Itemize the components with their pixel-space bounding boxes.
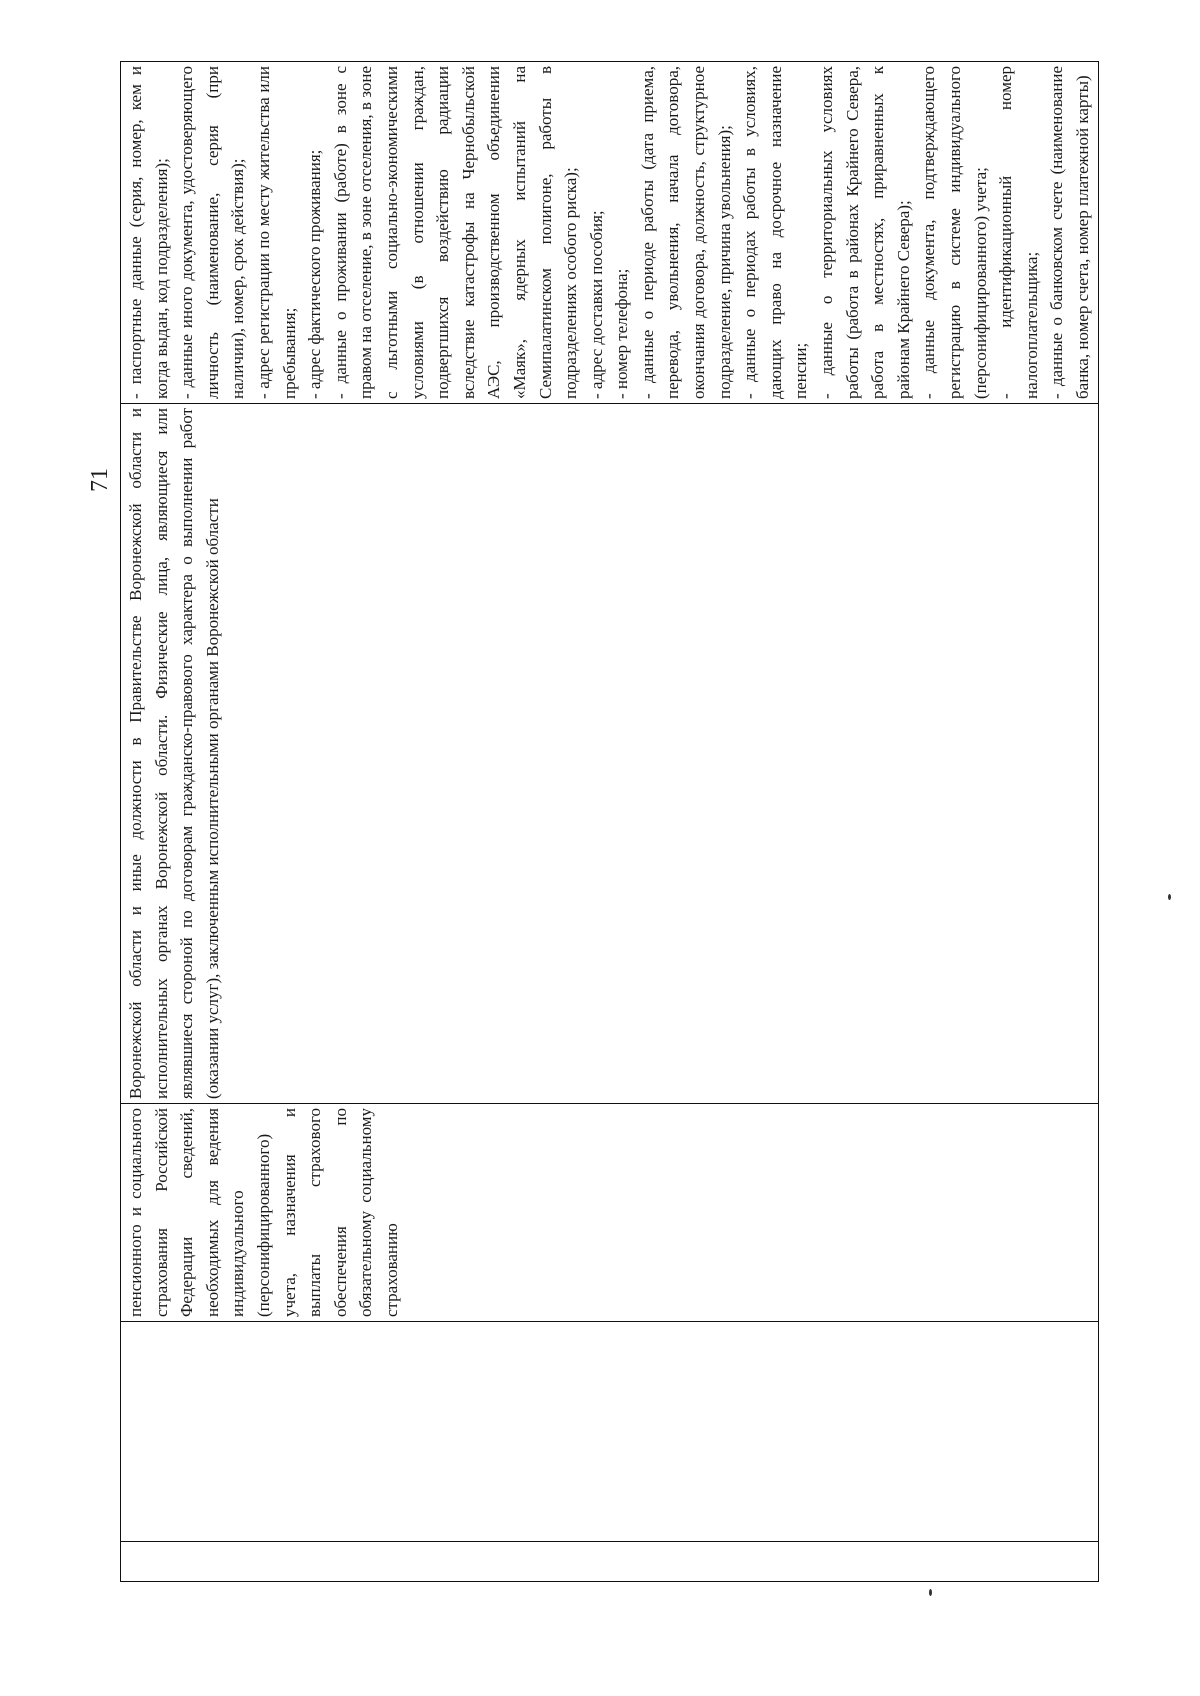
rotated-table-sheet	[120, 62, 1092, 1582]
scan-artifact-dot	[1168, 894, 1171, 900]
personal-data-list-cell	[121, 62, 1099, 404]
personal-data-table	[120, 61, 1099, 1582]
list-item: - данные документа, подтверждающего регистрацию в системе индивидуального (персонифицированного) учета;	[919, 66, 990, 399]
scan-artifact-dot	[929, 1589, 932, 1596]
list-item: - данные о банковском счете (наименование банка, номер счета, номер платежной карты)	[1047, 66, 1092, 399]
list-item: - данные о проживании (работе) в зоне с правом на отселение, в зоне отселения, в зоне с льготными социально-экономическими условиями (в отношении граждан, подвергшихся воздействию радиации вследствие катастрофы на Чернобыльской АЭС, производственном объединении «Маяк», ядерных испытаний на Семипалатинском полигоне, работы в подразделениях особого риска);	[330, 66, 581, 399]
table-cell-empty	[121, 1542, 1099, 1582]
list-item: - идентификационный номер налогоплательщика;	[996, 66, 1041, 399]
list-item: - данные иного документа, удостоверяющего личность (наименование, серия (при наличии), номер, срок действия);	[177, 66, 248, 399]
list-item: - данные о территориальных условиях работы (работа в районах Крайнего Севера, работа в местностях, приравненных к районам Крайнего Севера);	[817, 66, 913, 399]
table-row	[121, 62, 1099, 1582]
data-subjects-cell: Воронежской области и иные должности в Правительстве Воронежской области и исполнительных органах Воронежской области. Физические лица, являющиеся или являвшиеся стороной по договорам гражданско-правового характера о выполнении работ (оказании услуг), заключенным исполнительными органами Воронежской области	[121, 404, 1099, 1104]
list-item: - адрес регистрации по месту жительства или пребывания;	[253, 66, 299, 399]
list-item: - данные о периоде работы (дата приема, перевода, увольнения, начала договора, окончания договора, должность, структурное подразделение, причина увольнения);	[637, 66, 734, 399]
list-item: - номер телефона;	[612, 268, 632, 399]
list-item: - адрес фактического проживания;	[305, 149, 325, 399]
list-item: - паспортные данные (серия, номер, кем и когда выдан, код подразделения);	[126, 66, 171, 399]
list-item: - адрес доставки пособия;	[586, 210, 606, 399]
table-cell-empty	[121, 1322, 1099, 1542]
page-number: 71	[87, 468, 113, 492]
processing-purpose-cell: пенсионного и социального страхования Российской Федерации сведений, необходимых для ведения индивидуального (персонифицированного) учета, назначения и выплаты страхового обеспечения по обязательному социальному страхованию	[121, 1104, 1099, 1322]
list-item: - данные о периодах работы в условиях, дающих право на досрочное назначение пенсии;	[740, 66, 811, 399]
